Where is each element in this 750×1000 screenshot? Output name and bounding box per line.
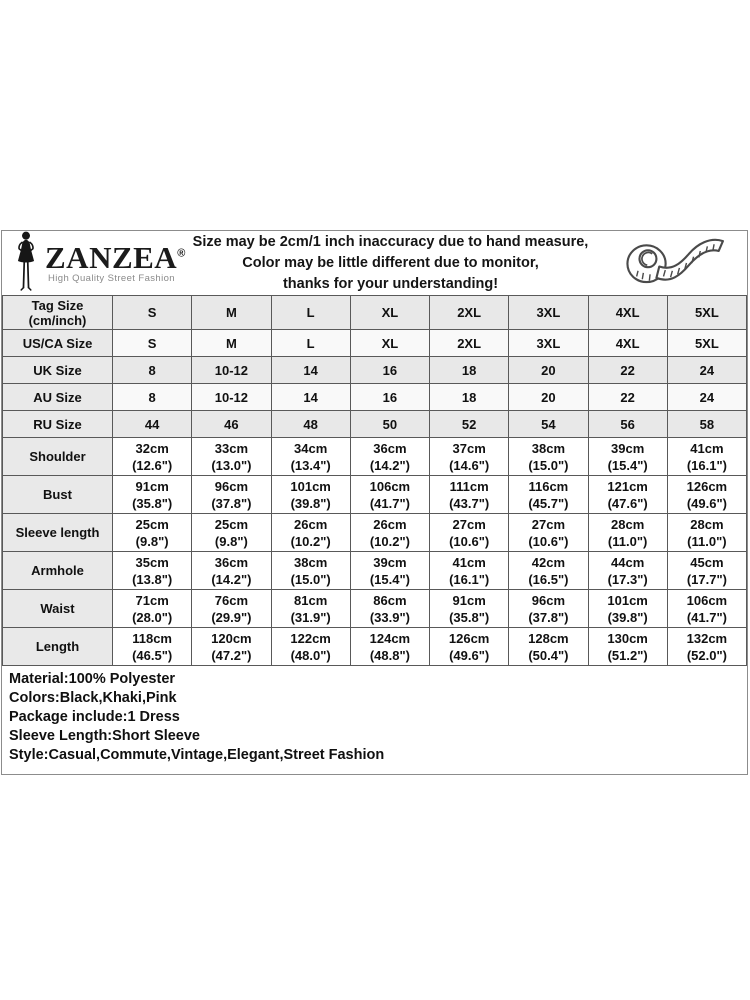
measurement-value-cell: 116cm (45.7") — [509, 476, 588, 514]
size-value-cell: S — [113, 330, 192, 357]
row-label: Sleeve length — [3, 514, 113, 552]
size-value-cell: 2XL — [430, 296, 509, 330]
measurement-value-cell: 120cm (47.2") — [192, 628, 271, 666]
measurement-value-cell: 126cm (49.6") — [430, 628, 509, 666]
product-info-line: Package include:1 Dress — [9, 709, 180, 725]
measurement-value-cell: 28cm (11.0") — [588, 514, 667, 552]
row-label: Length — [3, 628, 113, 666]
size-row — [3, 384, 747, 411]
size-value-cell: 20 — [509, 384, 588, 411]
measurement-value-cell: 32cm (12.6") — [113, 438, 192, 476]
measurement-value-cell: 126cm (49.6") — [667, 476, 746, 514]
size-value-cell: M — [192, 330, 271, 357]
measurement-value-cell: 44cm (17.3") — [588, 552, 667, 590]
measurement-value-cell: 86cm (33.9") — [350, 590, 429, 628]
row-label: US/CA Size — [3, 330, 113, 357]
measurement-value-cell: 118cm (46.5") — [113, 628, 192, 666]
measurement-value-cell: 106cm (41.7") — [350, 476, 429, 514]
row-label: Shoulder — [3, 438, 113, 476]
size-disclaimer — [184, 232, 597, 295]
measurement-row — [3, 590, 747, 628]
measurement-value-cell: 25cm (9.8") — [192, 514, 271, 552]
measurement-value-cell: 45cm (17.7") — [667, 552, 746, 590]
size-value-cell: L — [271, 330, 350, 357]
size-value-cell: XL — [350, 330, 429, 357]
measurement-value-cell: 35cm (13.8") — [113, 552, 192, 590]
size-value-cell: 10-12 — [192, 357, 271, 384]
size-value-cell: 14 — [271, 357, 350, 384]
measurement-value-cell: 128cm (50.4") — [509, 628, 588, 666]
measurement-value-cell: 96cm (37.8") — [192, 476, 271, 514]
product-info-line: Material:100% Polyester — [9, 671, 176, 687]
measurement-value-cell: 91cm (35.8") — [113, 476, 192, 514]
brand-logo — [2, 231, 184, 296]
measurement-value-cell: 41cm (16.1") — [667, 438, 746, 476]
measurement-value-cell: 122cm (48.0") — [271, 628, 350, 666]
size-row — [3, 296, 747, 330]
size-value-cell: 54 — [509, 411, 588, 438]
size-value-cell: 16 — [350, 357, 429, 384]
registered-trademark: ® — [177, 247, 186, 260]
size-value-cell: 16 — [350, 384, 429, 411]
disclaimer-line-2: Color may be little different due to monitor, — [242, 254, 539, 271]
brand-name: ZANZEA® — [45, 240, 186, 276]
measurement-value-cell: 111cm (43.7") — [430, 476, 509, 514]
measurement-value-cell: 39cm (15.4") — [350, 552, 429, 590]
size-value-cell: 18 — [430, 384, 509, 411]
row-label: Bust — [3, 476, 113, 514]
size-table — [2, 295, 747, 666]
measurement-value-cell: 106cm (41.7") — [667, 590, 746, 628]
size-value-cell: M — [192, 296, 271, 330]
measurement-value-cell: 28cm (11.0") — [667, 514, 746, 552]
header-band — [2, 231, 747, 295]
size-value-cell: 44 — [113, 411, 192, 438]
size-value-cell: 8 — [113, 357, 192, 384]
measurement-value-cell: 121cm (47.6") — [588, 476, 667, 514]
size-value-cell: 5XL — [667, 296, 746, 330]
measurement-value-cell: 130cm (51.2") — [588, 628, 667, 666]
measurement-value-cell: 39cm (15.4") — [588, 438, 667, 476]
size-value-cell: 24 — [667, 384, 746, 411]
size-value-cell: L — [271, 296, 350, 330]
size-value-cell: XL — [350, 296, 429, 330]
row-label: UK Size — [3, 357, 113, 384]
measurement-value-cell: 27cm (10.6") — [509, 514, 588, 552]
measurement-value-cell: 42cm (16.5") — [509, 552, 588, 590]
size-row — [3, 411, 747, 438]
measurement-value-cell: 38cm (15.0") — [509, 438, 588, 476]
size-value-cell: 18 — [430, 357, 509, 384]
brand-tagline: High Quality Street Fashion — [48, 273, 175, 285]
product-info-line: Style:Casual,Commute,Vintage,Elegant,Street Fashion — [9, 747, 385, 763]
size-value-cell: 2XL — [430, 330, 509, 357]
size-value-cell: 4XL — [588, 330, 667, 357]
measurement-value-cell: 101cm (39.8") — [588, 590, 667, 628]
measurement-value-cell: 38cm (15.0") — [271, 552, 350, 590]
size-value-cell: 24 — [667, 357, 746, 384]
row-label: Waist — [3, 590, 113, 628]
measurement-value-cell: 76cm (29.9") — [192, 590, 271, 628]
measurement-row — [3, 438, 747, 476]
measurement-value-cell: 71cm (28.0") — [113, 590, 192, 628]
measurement-value-cell: 101cm (39.8") — [271, 476, 350, 514]
measurement-value-cell: 81cm (31.9") — [271, 590, 350, 628]
size-value-cell: 3XL — [509, 330, 588, 357]
size-value-cell: 50 — [350, 411, 429, 438]
size-value-cell: 20 — [509, 357, 588, 384]
measurement-value-cell: 36cm (14.2") — [192, 552, 271, 590]
product-info-line: Colors:Black,Khaki,Pink — [9, 690, 177, 706]
product-info — [2, 666, 747, 774]
size-value-cell: 5XL — [667, 330, 746, 357]
measurement-value-cell: 26cm (10.2") — [350, 514, 429, 552]
size-row — [3, 357, 747, 384]
measurement-row — [3, 628, 747, 666]
measurement-value-cell: 27cm (10.6") — [430, 514, 509, 552]
disclaimer-line-3: thanks for your understanding! — [282, 275, 499, 292]
size-value-cell: 52 — [430, 411, 509, 438]
disclaimer-line-1: Size may be 2cm/1 inch inaccuracy due to hand measure, — [192, 233, 589, 250]
size-value-cell: 14 — [271, 384, 350, 411]
measurement-value-cell: 25cm (9.8") — [113, 514, 192, 552]
measurement-value-cell: 124cm (48.8") — [350, 628, 429, 666]
size-value-cell: 22 — [588, 357, 667, 384]
size-chart-sheet — [1, 230, 748, 775]
size-table-body — [3, 296, 747, 666]
row-label: Armhole — [3, 552, 113, 590]
measurement-value-cell: 132cm (52.0") — [667, 628, 746, 666]
measuring-tape-icon — [597, 234, 747, 292]
size-value-cell: 10-12 — [192, 384, 271, 411]
measurement-row — [3, 514, 747, 552]
row-label: Tag Size (cm/inch) — [3, 296, 113, 330]
brand-text — [45, 242, 186, 284]
size-value-cell: S — [113, 296, 192, 330]
woman-silhouette-icon — [9, 231, 43, 296]
size-value-cell: 4XL — [588, 296, 667, 330]
size-value-cell: 56 — [588, 411, 667, 438]
size-row — [3, 330, 747, 357]
measurement-row — [3, 552, 747, 590]
measurement-value-cell: 26cm (10.2") — [271, 514, 350, 552]
size-value-cell: 46 — [192, 411, 271, 438]
size-value-cell: 48 — [271, 411, 350, 438]
measurement-value-cell: 96cm (37.8") — [509, 590, 588, 628]
measurement-value-cell: 33cm (13.0") — [192, 438, 271, 476]
measurement-value-cell: 41cm (16.1") — [430, 552, 509, 590]
measurement-value-cell: 91cm (35.8") — [430, 590, 509, 628]
measurement-row — [3, 476, 747, 514]
size-value-cell: 3XL — [509, 296, 588, 330]
measurement-value-cell: 37cm (14.6") — [430, 438, 509, 476]
size-value-cell: 22 — [588, 384, 667, 411]
measurement-value-cell: 34cm (13.4") — [271, 438, 350, 476]
row-label: AU Size — [3, 384, 113, 411]
size-value-cell: 8 — [113, 384, 192, 411]
product-info-line: Sleeve Length:Short Sleeve — [9, 728, 200, 744]
measurement-value-cell: 36cm (14.2") — [350, 438, 429, 476]
size-value-cell: 58 — [667, 411, 746, 438]
row-label: RU Size — [3, 411, 113, 438]
